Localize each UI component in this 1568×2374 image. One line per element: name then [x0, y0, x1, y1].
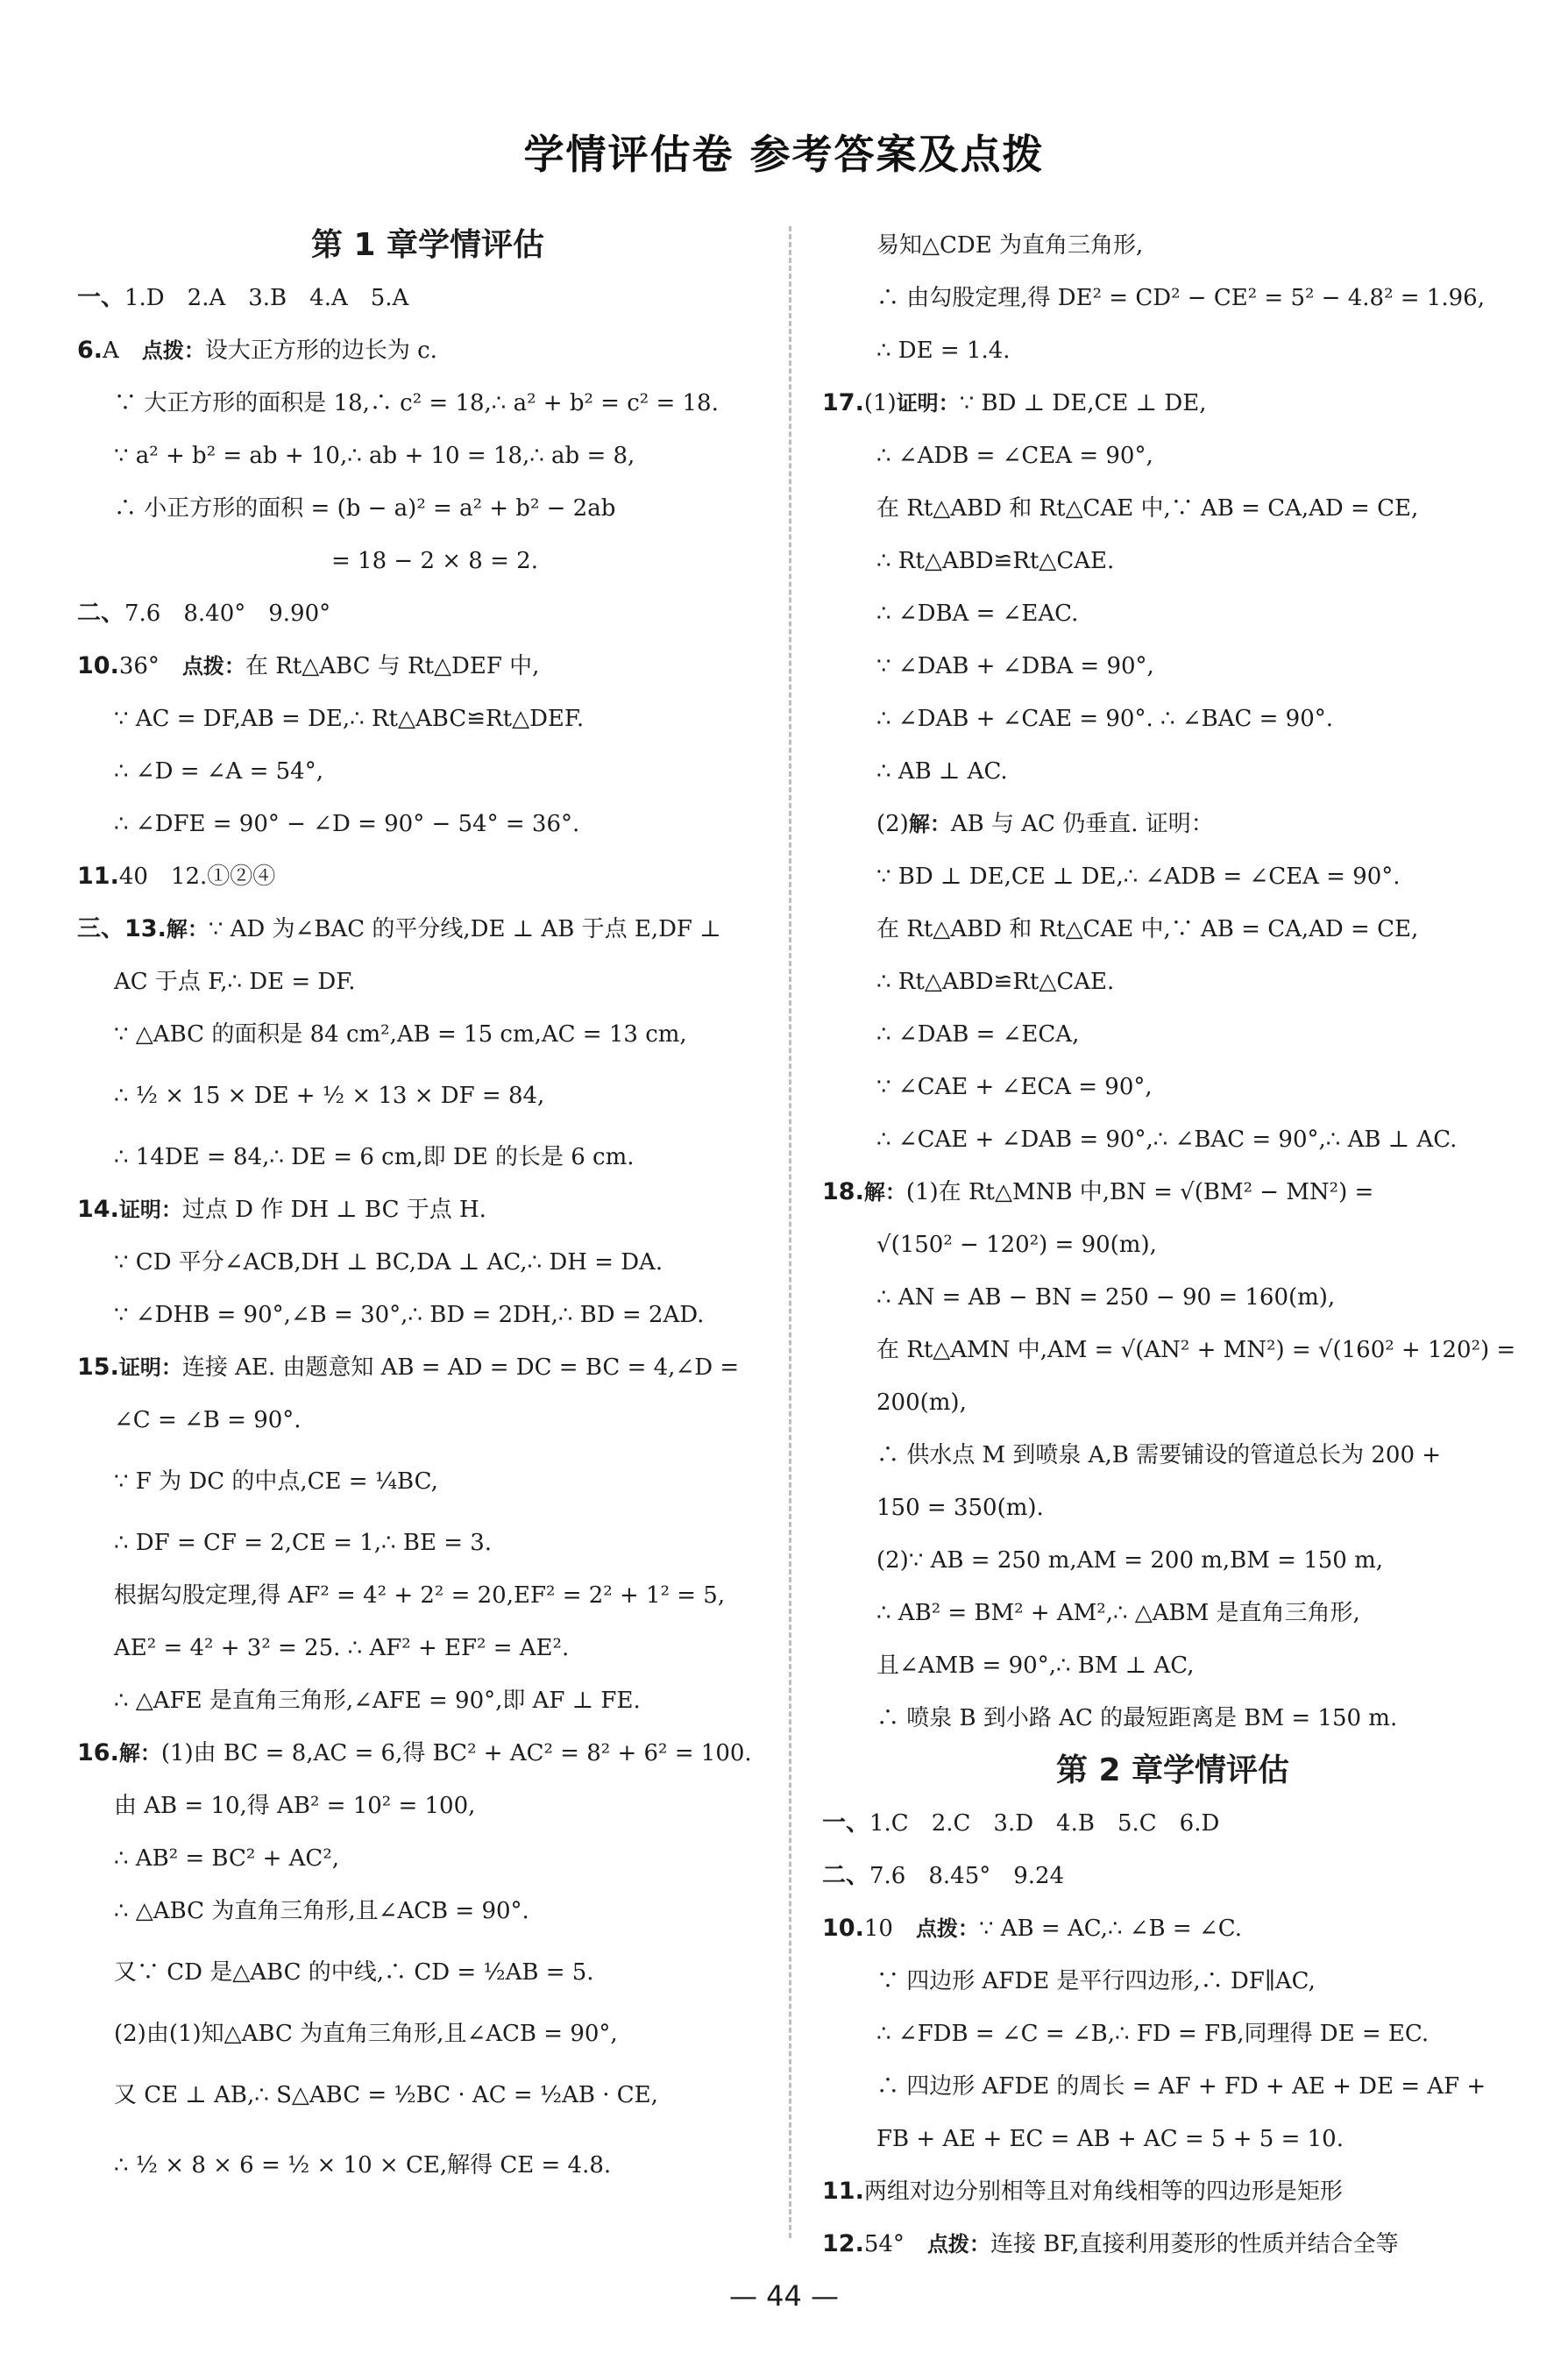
answer-line	[77, 1446, 778, 1517]
answer-text: ∵ F 为 DC 的中点,CE = ¼BC,	[114, 1468, 438, 1495]
question-number: 11.	[77, 863, 119, 890]
answer-line	[822, 1955, 1523, 2008]
answer-tag: 解：	[118, 1741, 161, 1766]
answer-text: ∵ 四边形 AFDE 是平行四边形,∴ DF∥AC,	[876, 1968, 1316, 1994]
answer-text: 易知△CDE 为直角三角形,	[876, 232, 1144, 259]
answer-line	[77, 1183, 778, 1236]
question-number: 三、13.	[77, 915, 167, 942]
answer-line	[822, 535, 1523, 587]
answer-text: ∴ 由勾股定理,得 DE² = CD² − CE² = 5² − 4.8² = 1.96,	[876, 285, 1485, 311]
answer-tag: 点拨：	[141, 338, 205, 363]
answer-line	[77, 1780, 778, 1832]
answer-text: ∴ ∠ADB = ∠CEA = 90°,	[876, 443, 1153, 469]
question-number: 一、	[77, 284, 124, 311]
answer-text: ∵ a² + b² = ab + 10,∴ ab + 10 = 18,∴ ab = 8,	[114, 443, 635, 469]
answer-line	[822, 1534, 1523, 1587]
question-number: 11.	[822, 2178, 864, 2205]
answer-text: FB + AE + EC = AB + AC = 5 + 5 = 10.	[876, 2126, 1344, 2152]
answer-text: 在 Rt△ABD 和 Rt△CAE 中,∵ AB = CA,AD = CE,	[876, 495, 1419, 522]
answer-text: AC 于点 F,∴ DE = DF.	[114, 969, 356, 995]
answer-line	[822, 1219, 1523, 1271]
answer-text: 1.D 2.A 3.B 4.A 5.A	[124, 285, 409, 311]
answer-text: 又 CE ⊥ AB,∴ S△ABC = ½BC · AC = ½AB · CE,	[114, 2082, 658, 2108]
answer-text: ∴ DE = 1.4.	[876, 338, 1011, 364]
answer-line	[822, 903, 1523, 956]
answer-line	[822, 1271, 1523, 1324]
answer-line	[822, 2008, 1523, 2060]
answer-text: ∴ △AFE 是直角三角形,∠AFE = 90°,即 AF ⊥ FE.	[114, 1688, 641, 1714]
answer-text: 54°	[863, 2231, 927, 2257]
answer-text: ∵ CD 平分∠ACB,DH ⊥ BC,DA ⊥ AC,∴ DH = DA.	[114, 1249, 663, 1276]
answer-text: 连接 BF,直接利用菱形的性质并结合全等	[990, 2231, 1399, 2257]
answer-text: ∴ AB² = BM² + AM²,∴ △ABM 是直角三角形,	[876, 1600, 1360, 1626]
answer-line	[77, 430, 778, 482]
answer-line	[77, 956, 778, 1008]
question-number: 一、	[822, 1809, 869, 1837]
answer-line	[822, 1324, 1523, 1376]
answer-line	[822, 272, 1523, 324]
answer-text: √(150² − 120²) = 90(m),	[876, 1232, 1157, 1258]
answer-text: ∵ ∠CAE + ∠ECA = 90°,	[876, 1074, 1153, 1100]
column-divider	[789, 226, 791, 2238]
answer-line	[822, 1429, 1523, 1482]
answer-text: ∵ ∠DAB + ∠DBA = 90°,	[876, 653, 1154, 679]
answer-tag: 解：	[166, 917, 209, 942]
question-number: 6.	[77, 337, 103, 364]
answer-tag: 点拨：	[181, 654, 245, 679]
answer-line	[77, 1341, 778, 1394]
question-number: 二、	[77, 600, 124, 627]
answer-line	[77, 1674, 778, 1727]
answer-text: ∴ 喷泉 B 到小路 AC 的最短距离是 BM = 150 m.	[876, 1705, 1398, 1731]
answer-text: AE² = 4² + 3² = 25. ∴ AF² + EF² = AE².	[114, 1635, 570, 1661]
answer-text: 40 12.①②④	[118, 864, 276, 890]
answer-text: 在 Rt△ABC 与 Rt△DEF 中,	[245, 653, 540, 679]
answer-text: ∵ △ABC 的面积是 84 cm²,AB = 15 cm,AC = 13 cm,	[114, 1021, 687, 1048]
answer-text: ∴ 小正方形的面积 = (b − a)² = a² + b² − 2ab	[114, 495, 616, 522]
answer-text: 150 = 350(m).	[876, 1495, 1044, 1521]
answer-line	[822, 640, 1523, 693]
answer-text: 根据勾股定理,得 AF² = 4² + 2² = 20,EF² = 2² + 1² = 5,	[114, 1582, 726, 1609]
answer-line	[77, 1885, 778, 1937]
answer-text: ∴ ∠D = ∠A = 54°,	[114, 758, 323, 785]
answer-text: 7.6 8.45° 9.24	[869, 1863, 1065, 1889]
answer-tag: 解：	[863, 1180, 906, 1205]
answer-text: 36°	[118, 653, 182, 679]
answer-line	[822, 2165, 1523, 2218]
answer-line	[822, 1376, 1523, 1429]
answer-line	[822, 1482, 1523, 1534]
answer-line	[822, 324, 1523, 377]
question-number: 14.	[77, 1196, 119, 1223]
answer-text: ∵ AC = DF,AB = DE,∴ Rt△ABC≌Rt△DEF.	[114, 706, 585, 732]
answer-line	[822, 1166, 1523, 1219]
answer-text: ∵ BD ⊥ DE,CE ⊥ DE,∴ ∠ADB = ∠CEA = 90°.	[876, 864, 1401, 890]
answer-text: AB 与 AC 仍垂直. 证明：	[950, 811, 1214, 837]
answer-text: 1.C 2.C 3.D 4.B 5.C 6.D	[869, 1810, 1220, 1837]
answer-text: ∴ AB² = BC² + AC²,	[114, 1845, 340, 1872]
question-number: 10.	[822, 1915, 864, 1942]
answer-line	[822, 430, 1523, 482]
answer-text: 且∠AMB = 90°,∴ BM ⊥ AC,	[876, 1653, 1195, 1679]
answer-text: ∴ ½ × 15 × DE + ½ × 13 × DF = 84,	[114, 1083, 545, 1109]
answer-line	[77, 377, 778, 430]
answer-text: ∴ 供水点 M 到喷泉 A,B 需要铺设的管道总长为 200 +	[876, 1442, 1442, 1468]
answer-text: 10	[863, 1916, 916, 1942]
answer-line	[77, 2130, 778, 2200]
answer-text: ∵ ∠DHB = 90°,∠B = 30°,∴ BD = 2DH,∴ BD = 2AD.	[114, 1302, 705, 1328]
answer-text: 7.6 8.40° 9.90°	[124, 601, 331, 627]
answer-text: ∴ AN = AB − BN = 250 − 90 = 160(m),	[876, 1284, 1336, 1311]
answer-line	[822, 219, 1523, 272]
right-column	[822, 219, 1523, 2271]
answer-line	[77, 1517, 778, 1569]
answer-line	[77, 1569, 778, 1622]
section-title	[822, 1745, 1523, 1797]
answer-line	[822, 1692, 1523, 1745]
answer-line	[822, 1061, 1523, 1113]
answer-tag: 解：	[908, 812, 951, 836]
answer-text: (1)	[863, 390, 897, 416]
answer-line	[822, 1113, 1523, 1166]
answer-line	[77, 798, 778, 850]
answer-line	[822, 1850, 1523, 1902]
answer-line	[822, 1639, 1523, 1692]
answer-line	[77, 1832, 778, 1885]
answer-text: ∴ Rt△ABD≌Rt△CAE.	[876, 548, 1115, 574]
answer-text: ∴ ∠DFE = 90° − ∠D = 90° − 54° = 36°.	[114, 811, 580, 837]
answer-tag: 点拨：	[926, 2232, 990, 2257]
answer-line	[822, 2218, 1523, 2271]
answer-text: ∴ 四边形 AFDE 的周长 = AF + FD + AE + DE = AF +	[876, 2073, 1486, 2100]
answer-text: 连接 AE. 由题意知 AB = AD = DC = BC = 4,∠D =	[181, 1354, 740, 1381]
answer-text: ∴ AB ⊥ AC.	[876, 758, 1008, 785]
left-column	[77, 219, 778, 2200]
answer-line	[822, 1008, 1523, 1061]
question-number: 17.	[822, 389, 864, 416]
answer-line	[822, 693, 1523, 745]
answer-line	[77, 2060, 778, 2130]
answer-text: ∴ ½ × 8 × 6 = ½ × 10 × CE,解得 CE = 4.8.	[114, 2152, 612, 2179]
answer-line	[77, 1061, 778, 1131]
page-title: 学情评估卷 参考答案及点拨	[523, 131, 1045, 178]
answer-line	[822, 587, 1523, 640]
answer-line	[77, 1937, 778, 2008]
answer-text: 第 2 章学情评估	[1055, 1752, 1290, 1788]
answer-line	[77, 1727, 778, 1780]
answer-text: ∠C = ∠B = 90°.	[114, 1407, 302, 1433]
answer-line	[77, 482, 778, 535]
answer-line	[77, 587, 778, 640]
answer-text: ∵ AB = AC,∴ ∠B = ∠C.	[978, 1916, 1242, 1942]
answer-tag: 证明：	[118, 1198, 182, 1222]
answer-line	[77, 745, 778, 798]
answer-tag: 证明：	[896, 391, 960, 416]
answer-line	[77, 324, 778, 377]
answer-text: ∴ 14DE = 84,∴ DE = 6 cm,即 DE 的长是 6 cm.	[114, 1144, 635, 1170]
answer-text: ∴ △ABC 为直角三角形,且∠ACB = 90°.	[114, 1898, 529, 1924]
answer-line	[77, 1394, 778, 1446]
page-number: — 44 —	[728, 2279, 840, 2313]
answer-tag: 证明：	[118, 1355, 182, 1380]
answer-tag: 点拨：	[915, 1916, 979, 1941]
answer-line	[77, 693, 778, 745]
answer-text: ∵ BD ⊥ DE,CE ⊥ DE,	[959, 390, 1207, 416]
question-number: 10.	[77, 652, 119, 679]
answer-text: (2)∵ AB = 250 m,AM = 200 m,BM = 150 m,	[876, 1547, 1384, 1574]
answer-text: ∴ ∠DBA = ∠EAC.	[876, 601, 1079, 627]
answer-line	[77, 535, 778, 587]
answer-text: ∴ ∠DAB = ∠ECA,	[876, 1021, 1080, 1048]
answer-line	[77, 903, 778, 956]
answer-text: 又∵ CD 是△ABC 的中线,∴ CD = ½AB = 5.	[114, 1959, 594, 1986]
answer-text: 第 1 章学情评估	[310, 227, 545, 263]
answer-text: 过点 D 作 DH ⊥ BC 于点 H.	[181, 1197, 486, 1223]
answer-line	[77, 1236, 778, 1289]
question-number: 二、	[822, 1862, 869, 1889]
answer-line	[77, 1289, 778, 1341]
answer-text: 两组对边分别相等且对角线相等的四边形是矩形	[863, 2179, 1343, 2205]
answer-line	[822, 377, 1523, 430]
answer-line	[822, 956, 1523, 1008]
answer-text: (1)由 BC = 8,AC = 6,得 BC² + AC² = 8² + 6² = 100.	[160, 1740, 752, 1766]
answer-text: = 18 − 2 × 8 = 2.	[331, 548, 538, 574]
answer-line	[77, 1622, 778, 1674]
answer-line	[822, 482, 1523, 535]
answer-text: 在 Rt△AMN 中,AM = √(AN² + MN²) = √(160² + 120²) =	[876, 1337, 1516, 1363]
answer-text: (2)由(1)知△ABC 为直角三角形,且∠ACB = 90°,	[114, 2021, 618, 2047]
answer-text: (1)在 Rt△MNB 中,BN = √(BM² − MN²) =	[905, 1179, 1374, 1205]
question-number: 18.	[822, 1178, 864, 1205]
answer-text: ∴ DF = CF = 2,CE = 1,∴ BE = 3.	[114, 1530, 493, 1556]
answer-text: 由 AB = 10,得 AB² = 10² = 100,	[114, 1793, 476, 1819]
answer-text: ∴ Rt△ABD≌Rt△CAE.	[876, 969, 1115, 995]
answer-line	[77, 272, 778, 324]
answer-text: ∴ ∠FDB = ∠C = ∠B,∴ FD = FB,同理得 DE = EC.	[876, 2021, 1430, 2047]
answer-text: A	[103, 338, 142, 364]
question-number: 16.	[77, 1739, 119, 1766]
answer-line	[77, 1008, 778, 1061]
answer-text: 设大正方形的边长为 c.	[204, 338, 437, 364]
answer-text: 200(m),	[876, 1390, 967, 1416]
question-number: 15.	[77, 1354, 119, 1381]
answer-line	[822, 745, 1523, 798]
answer-line	[77, 850, 778, 903]
answer-line	[822, 798, 1523, 850]
answer-line	[77, 1131, 778, 1183]
answer-line	[822, 1797, 1523, 1850]
answer-text: ∴ ∠CAE + ∠DAB = 90°,∴ ∠BAC = 90°,∴ AB ⊥ AC.	[876, 1127, 1458, 1153]
question-number: 12.	[822, 2230, 864, 2257]
answer-text: (2)	[876, 811, 909, 837]
answer-text: ∴ ∠DAB + ∠CAE = 90°. ∴ ∠BAC = 90°.	[876, 706, 1334, 732]
answer-line	[822, 2060, 1523, 2113]
answer-text: 在 Rt△ABD 和 Rt△CAE 中,∵ AB = CA,AD = CE,	[876, 916, 1419, 942]
answer-text: ∵ 大正方形的面积是 18,∴ c² = 18,∴ a² + b² = c² = 18.	[114, 390, 719, 416]
answer-line	[77, 640, 778, 693]
answer-line	[822, 1902, 1523, 1955]
answer-line	[822, 2113, 1523, 2165]
answer-line	[822, 1587, 1523, 1639]
answer-line	[77, 2008, 778, 2060]
answer-line	[822, 850, 1523, 903]
section-title	[77, 219, 778, 272]
answer-text: ∵ AD 为∠BAC 的平分线,DE ⊥ AB 于点 E,DF ⊥	[208, 916, 721, 942]
